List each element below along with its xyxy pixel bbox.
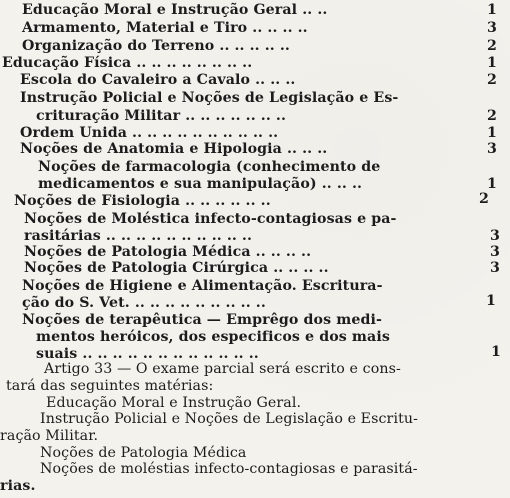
article-line: tará das seguintes matérias: [6, 378, 214, 394]
entry-hours: 2 [479, 191, 489, 207]
entry-hours: 2 [487, 72, 497, 88]
exam-subject-line: ração Militar. [0, 428, 99, 444]
entry-hours: 1 [491, 344, 501, 360]
entry-hours: 1 [487, 176, 497, 192]
entry-line: Educação Moral e Instrução Geral .. .. [22, 2, 328, 18]
exam-subject-line: Educação Moral e Instrução Geral. [46, 395, 302, 411]
entry-line: Instrução Policial e Noções de Legislação e Es- [20, 90, 399, 106]
entry-line: Noções de Anatomia e Hipologia .. .. .. [20, 141, 328, 157]
entry-line: Noções de Moléstica infecto-contagiosas e pa- [24, 211, 397, 227]
entry-hours: 2 [487, 38, 497, 54]
entry-line: Organização do Terreno .. .. .. .. .. [22, 38, 290, 54]
entry-line: suais .. .. .. .. .. .. .. .. .. .. .. .. [36, 346, 259, 362]
entry-line: Noções de Higiene e Alimentação. Escritura- [22, 278, 383, 294]
entry-line: Ordem Unida .. .. .. .. .. .. .. .. .. .. [20, 125, 279, 141]
entry-line: Noções de terapêutica — Emprêgo dos medi- [22, 312, 382, 328]
entry-hours: 3 [487, 20, 497, 36]
entry-hours: 2 [487, 108, 497, 124]
entry-hours: 3 [490, 228, 500, 244]
entry-line: medicamentos e sua manipulação) .. .. .. [38, 176, 363, 192]
entry-hours: 3 [490, 244, 500, 260]
entry-hours: 1 [487, 2, 497, 18]
exam-subject-line: Instrução Policial e Noções de Legislação e Escritu- [40, 411, 419, 427]
exam-subject-line: Noções de moléstias infecto-contagiosas e parasitá- [40, 461, 418, 477]
entry-line: Escola do Cavaleiro a Cavalo .. .. .. [20, 72, 296, 88]
entry-hours: 1 [487, 55, 497, 71]
exam-subject-line: Noções de Patologia Médica [40, 445, 247, 461]
entry-line: Noções de Patologia Médica .. .. .. .. [24, 244, 312, 260]
entry-line: Noções de farmacologia (conhecimento de [38, 159, 381, 175]
entry-line: ção do S. Vet. .. .. .. .. .. .. .. .. .. [22, 295, 266, 311]
entry-line: Armamento, Material e Tiro .. .. .. .. [22, 20, 308, 36]
entry-hours: 3 [490, 260, 500, 276]
entry-line: crituração Militar .. .. .. .. .. .. .. [36, 108, 286, 124]
entry-line: rasitárias .. .. .. .. .. .. .. .. .. .. [24, 228, 253, 244]
entry-line: Noções de Fisiologia .. .. .. .. .. .. [14, 193, 271, 209]
entry-line: Noções de Patologia Cirúrgica .. .. .. .. [24, 260, 329, 276]
entry-hours: 1 [487, 125, 497, 141]
entry-hours: 3 [487, 141, 497, 157]
entry-line: mentos heróicos, dos especificos e dos mais [36, 329, 390, 345]
exam-subject-line: rias. [0, 478, 36, 494]
entry-line: Educação Física .. .. .. .. .. .. .. .. [2, 55, 253, 71]
entry-hours: 1 [486, 293, 496, 309]
article-line: Artigo 33 — O exame parcial será escrito e cons- [44, 361, 401, 377]
